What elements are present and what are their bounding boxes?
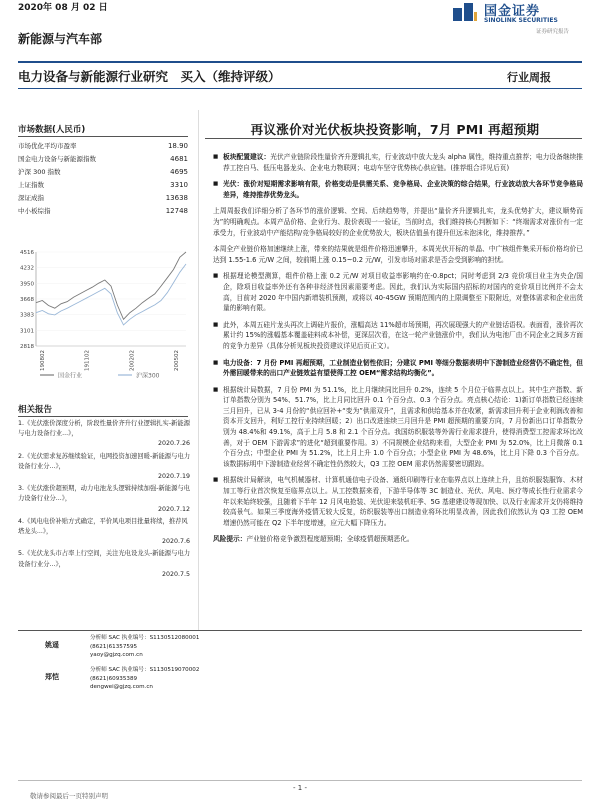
- chart-x-tick-label: 190802: [40, 350, 46, 371]
- analyst-phone: (8621)60935389: [90, 675, 138, 682]
- performance-chart: [10, 246, 190, 386]
- market-row-label: 市场优化平均市盈率: [18, 142, 77, 150]
- related-report-text: 3.《光伏涨价超预期，动力电池龙头逻辑持续加强-新能源与电力设备行业分...》，: [18, 485, 190, 503]
- legend-label-csi300: 沪深300: [136, 372, 160, 380]
- risk-lead: 风险提示：: [213, 535, 247, 544]
- market-row: [18, 178, 188, 191]
- market-data-divider: [18, 136, 188, 137]
- bullet-paragraph: [213, 475, 583, 528]
- chart-y-tick-label: 3668: [20, 296, 34, 303]
- market-row-value: 18.90: [167, 141, 188, 150]
- related-report-text: 5.《光伏龙头市占率上行空间，关注光电设龙头-新能源与电力设备行业分...》，: [18, 550, 190, 568]
- bullet-paragraph: [213, 320, 583, 352]
- page-number: - 1 -: [293, 784, 307, 792]
- chart-x-tick-label: 191102: [84, 350, 91, 371]
- analyst-phone: (8621)61357595: [90, 643, 138, 650]
- bullet-lead: 板块配置建议：: [223, 153, 271, 161]
- related-report-date: 2020.7.26: [157, 440, 190, 448]
- chart-series-line-csi300: [36, 264, 186, 325]
- market-data-title: 市场数据(人民币): [18, 125, 86, 135]
- bullet-text: 涨价对短期需求影响有限，价格变动是供需关系、竞争格局、企业决策的综合结果，行业波动放大各环节竞争格局差异，维持推荐优势龙头。: [223, 180, 584, 199]
- main-title-divider: [205, 138, 582, 139]
- report-title: 电力设备与新能源行业研究 买入（维持评级）: [18, 69, 281, 84]
- analyst-name: 姚遥: [45, 641, 59, 649]
- market-row-label: 上证指数: [18, 181, 44, 189]
- bullet-text: 根据理论模型测算，组件价格上涨 0.2 元/W 对项目收益率影响约在-0.8pct；同时考虑到 2/3 竞价项目业主为央企/国企，除项目收益率外还有各种非经济性因素需要考虑。因此，我们认为实际国内招标的对国内的竞价项目比例并不会太高，目前对 2020 年中国内新增装机预测，或将以 40-45GW 预期范围内的上限调整至下限附近，对整体需求和企业出货量的影响有限。: [223, 272, 583, 313]
- market-row-value: 4695: [170, 167, 188, 176]
- logo-name-en: SINOLINK SECURITIES: [484, 17, 558, 24]
- related-report-text: 4.《风电电价补贴方式确定，平价风电项目批量将续，推荐风塔龙头...》，: [18, 517, 188, 536]
- chart-x-tick-label: 200202: [129, 350, 136, 371]
- bullet-paragraph: [213, 385, 583, 470]
- bullet-text: 光伏产业链阶段性量价齐升逻辑扎实，行业波动中放大龙头 alpha 属性，维持重点推荐；电力设备继续推荐工控自马、低压电器龙头、企业电力物联网；电动车坚守优势核心供应链。(推荐组合详见后页): [223, 153, 583, 172]
- main-body: [213, 152, 583, 545]
- related-report-item[interactable]: [18, 452, 190, 483]
- risk-warning: [213, 534, 583, 545]
- chart-legend: [40, 370, 190, 380]
- bullet-paragraph: [213, 179, 583, 200]
- sinolink-logo-icon: [452, 2, 478, 22]
- bullet-text: 此外，本周五硅片龙头再次上调硅片报价，涨幅高达 11%超市场预期，再次展现强大的产业链话语权。表面看，涨价再次累计约 15%的涨幅基本覆盖硅料成本补偿，更深层次看，在这一轮产业链涨价中，我们认为电池厂由不同企业之间多方面的竞争力差异（具体分析见板块投资建议详见后页正文）。: [223, 320, 583, 350]
- legend-label-industry: 国金行业: [58, 372, 83, 380]
- chart-series-line-industry: [36, 252, 186, 319]
- chart-y-tick-label: 2818: [20, 344, 34, 350]
- chart-y-tick-label: 4232: [20, 265, 34, 272]
- bullet-lead: 电力设备：7 月份 PMI 再超预期，工业制造业韧性依旧；分建议 PMI 等细分数据表明中下游制造业经营仍不确定性，但外需回暖带来的出口产业链效益有望使得工控 OEM“需求结构均衡化”。: [223, 358, 583, 378]
- market-row-label: 沪深 300 指数: [18, 168, 61, 176]
- footer-divider: [18, 780, 582, 781]
- related-report-item[interactable]: [18, 484, 190, 515]
- bullet-text: 根据统计局解读，电气机械器材、计算机通信电子设备、通纸印刷等行业在临界点以上连续上升，且纺织服装服饰、木材加工等行业首次恢复至临界点以上。从工控数据来看，下游半导体等 3C 制造业、光伏、风电、医疗等成长性行业需求今年以来始终较强，且随着下半年 12 月风电抢装、光伏迎来装机旺季、5G 基建建设等现加快、以及行业需求开支仍将维持较高景气。如果三季度海外疫情无较大反复，纺织服装等出口制造业将环比明显改善，因此我们依然认为 Q3 工控 OEM 增速仍然可能在 Q2 下半年度增速，应元大幅下降压力。: [223, 476, 583, 527]
- body-paragraph: 本周全产业链价格加速继续上涨，带来的结果就是组件价格迅速攀升，本周光伏开标的单晶、中广核组件集采开标价格均价已达到 1.55-1.6 元/W 之间，较前期上涨 0.15~0.2 元/W，引发市场对需求是否会受到影响的担忧。: [213, 245, 583, 264]
- related-report-date: 2020.7.19: [157, 473, 190, 481]
- analyst-license: 分析师 SAC 执业编号：S1130519070002: [90, 667, 200, 673]
- related-report-item[interactable]: [18, 549, 190, 580]
- report-date: 2020年 08 月 02 日: [18, 3, 108, 13]
- main-title: 再议涨价对光伏板块投资影响，7月 PMI 再超预期: [250, 122, 540, 137]
- logo-subtitle: 证券研究报告: [536, 29, 570, 35]
- sector-label: 新能源与汽车部: [18, 32, 103, 46]
- chart-y-tick-label: 3101: [20, 328, 34, 335]
- risk-text: 产业链价格竞争激烈程度超预期；全球疫情超预期恶化。: [246, 535, 414, 544]
- footer-disclaimer: 敬请参阅最后一页特别声明: [30, 792, 108, 800]
- market-row-label: 深证成指: [18, 194, 44, 202]
- analyst-email[interactable]: yaoy@gjzq.com.cn: [90, 652, 143, 659]
- related-report-text: 2.《光伏需求复苏继续验证，电网投资加速回暖-新能源与电力设备行业分...》，: [18, 452, 190, 470]
- chart-y-tick-label: 3950: [20, 281, 34, 288]
- logo-name-cn: 国金证券: [484, 4, 541, 19]
- chart-y-tick-label: 4516: [20, 250, 34, 256]
- chart-x-tick-label: 200502: [174, 350, 180, 371]
- related-report-date: 2020.7.6: [161, 538, 190, 546]
- bullet-paragraph: [213, 152, 583, 173]
- header-divider-2: [18, 88, 582, 89]
- related-reports-list: [18, 419, 190, 582]
- related-reports-title: 相关报告: [18, 405, 53, 415]
- column-divider: [198, 110, 199, 630]
- market-row-value: 3310: [170, 180, 188, 189]
- analyst-info: [90, 634, 199, 660]
- chart-y-tick-label: 3383: [20, 312, 34, 319]
- market-row-value: 13638: [165, 193, 188, 202]
- analyst-name: 郑恺: [45, 673, 59, 681]
- related-reports-divider: [18, 416, 188, 417]
- body-paragraph: 上周周报我们详细分析了各环节的涨价逻辑、空间、后续趋势等，并提出“量价齐升逻辑扎实，龙头优势扩大，建议顺势而为”的明确观点。本周产品价格、企业行为、股价表现一一验证，当前时点，我们维持核心判断如下：“终端需求对涨价有一定承受力，行业波动中产能结构/竞争格局较好的企业优势放大，板块估值虽有提升但远未泡沫化，维持推荐。”: [213, 207, 583, 237]
- market-row-label: 国金电力设备与新能源指数: [18, 155, 96, 163]
- bullet-text: 根据统计局数据，7 月份 PMI 为 51.1%，比上月继续同比回升 0.2%，连续 5 个月位于临界点以上。其中生产指数、新订单指数分别为 54%、51.7%，比上月同比回升 0.1 个百分点、0.3 个百分点。亮点核心结论：1)新订单指数已经连续三月回升，已从 3-4 月份的“供应回补+“变为”供需双升”，且需求和供给基本并在收紧，新需求回升利于企业利润改善和资本开支回升，利好工控行业持续回暖；2）出口改进连续三月回升是 PMI 超预期的重要方向，7 月份新出口订单指数分别为 48.4%和 49.1%，高于上月 5.8 和 2.1 个百分点。我国纺织服装等外需行业需求提升，使得消费型工控需求环比改善，对于 OEM 下游需求”的进化“超到重要作用。3）不同规模企业结构来看，大型企业 PMI 为 52.0%，比上月微落 0.1 个百分点；中型企业 PMI 为 51.2%，比上月上升 1.0 个百分点；小型企业 PMI 为 48.6%，比上月下降 0.3 个百分点。该数据标明中下游制造业经营不确定性仍然较大，Q3 工控 OEM 需求仍然需要密切跟踪。: [223, 385, 583, 468]
- header-divider: [18, 61, 582, 63]
- analyst-divider: [18, 630, 582, 631]
- market-row-label: 中小板综指: [18, 207, 51, 215]
- market-row-value: 12748: [165, 206, 188, 215]
- bullet-paragraph: [213, 271, 583, 313]
- market-row: [18, 204, 188, 217]
- market-row: [18, 191, 188, 204]
- analyst-info: [90, 666, 199, 692]
- bullet-lead: 光伏：: [223, 180, 244, 189]
- market-row: [18, 139, 188, 152]
- related-report-date: 2020.7.12: [157, 505, 190, 513]
- related-report-item[interactable]: [18, 517, 190, 548]
- related-report-text: 1.《光伏涨价深度分析，阶段性量价齐升行业逻辑扎实-新能源与电力设备行业...》，: [18, 420, 190, 438]
- market-row-value: 4681: [170, 154, 188, 163]
- analyst-email[interactable]: dengwei@gjzq.com.cn: [90, 684, 153, 691]
- analyst-license: 分析师 SAC 执业编号：S1130512080001: [90, 635, 200, 641]
- report-type: 行业周报: [507, 71, 551, 84]
- bullet-paragraph: [213, 358, 583, 379]
- related-report-date: 2020.7.5: [161, 570, 190, 578]
- market-row: [18, 152, 188, 165]
- related-report-item[interactable]: [18, 419, 190, 450]
- market-row: [18, 165, 188, 178]
